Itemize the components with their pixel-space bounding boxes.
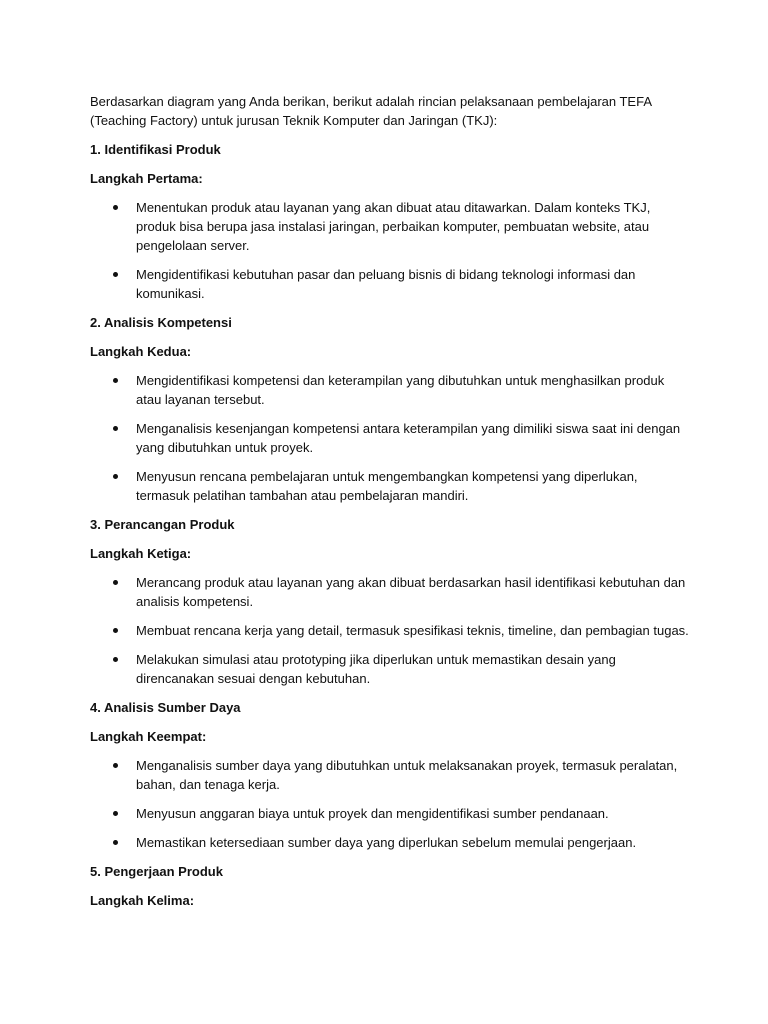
list-item-text: Menganalisis kesenjangan kompetensi antara keterampilan yang dimiliki siswa saat ini dengan yang dibutuhkan untuk proyek.	[136, 421, 681, 455]
section-heading: 2. Analisis Kompetensi	[90, 315, 232, 330]
list-item	[90, 621, 690, 640]
list-item-text: Mengidentifikasi kebutuhan pasar dan peluang bisnis di bidang teknologi informasi dan komunikasi.	[136, 267, 636, 301]
list-item-text: Menyusun rencana pembelajaran untuk mengembangkan kompetensi yang diperlukan, termasuk pelatihan tambahan atau pembelajaran mandiri.	[136, 469, 638, 503]
bullet-icon	[113, 763, 118, 768]
bullet-list	[90, 371, 690, 505]
step-label: Langkah Pertama:	[90, 171, 203, 186]
bullet-icon	[113, 378, 118, 383]
section-heading: 3. Perancangan Produk	[90, 517, 235, 532]
bullet-icon	[113, 840, 118, 845]
bullet-list	[90, 573, 690, 688]
section-heading: 1. Identifikasi Produk	[90, 142, 221, 157]
bullet-icon	[113, 657, 118, 662]
step-label: Langkah Kelima:	[90, 893, 195, 908]
section	[90, 698, 690, 852]
list-item	[90, 756, 690, 794]
list-item-text: Menentukan produk atau layanan yang akan dibuat atau ditawarkan. Dalam konteks TKJ, produk bisa berupa jasa instalasi jaringan, perbaikan komputer, pembuatan website, atau pengelolaan server.	[136, 200, 651, 253]
list-item-text: Membuat rencana kerja yang detail, termasuk spesifikasi teknis, timeline, dan pembagian tugas.	[136, 623, 689, 638]
bullet-icon	[113, 811, 118, 816]
list-item-text: Menganalisis sumber daya yang dibutuhkan untuk melaksanakan proyek, termasuk peralatan, bahan, dan tenaga kerja.	[136, 758, 678, 792]
sections-container	[90, 140, 690, 910]
bullet-icon	[113, 426, 118, 431]
bullet-icon	[113, 272, 118, 277]
list-item	[90, 371, 690, 409]
bullet-icon	[113, 474, 118, 479]
bullet-list	[90, 198, 690, 303]
section-heading: 5. Pengerjaan Produk	[90, 864, 223, 879]
list-item-text: Menyusun anggaran biaya untuk proyek dan mengidentifikasi sumber pendanaan.	[136, 806, 609, 821]
list-item	[90, 198, 690, 255]
list-item	[90, 650, 690, 688]
bullet-list	[90, 756, 690, 852]
list-item	[90, 804, 690, 823]
list-item-text: Memastikan ketersediaan sumber daya yang diperlukan sebelum memulai pengerjaan.	[136, 835, 637, 850]
list-item	[90, 833, 690, 852]
list-item-text: Mengidentifikasi kompetensi dan keterampilan yang dibutuhkan untuk menghasilkan produk atau layanan tersebut.	[136, 373, 665, 407]
list-item	[90, 265, 690, 303]
section	[90, 313, 690, 505]
step-label: Langkah Keempat:	[90, 729, 207, 744]
list-item	[90, 419, 690, 457]
list-item-text: Merancang produk atau layanan yang akan dibuat berdasarkan hasil identifikasi kebutuhan dan analisis kompetensi.	[136, 575, 686, 609]
section	[90, 140, 690, 303]
list-item	[90, 573, 690, 611]
document-page	[90, 92, 690, 920]
list-item-text: Melakukan simulasi atau prototyping jika diperlukan untuk memastikan desain yang direncanakan sesuai dengan kebutuhan.	[136, 652, 616, 686]
bullet-icon	[113, 580, 118, 585]
intro-paragraph: Berdasarkan diagram yang Anda berikan, berikut adalah rincian pelaksanaan pembelajaran TEFA (Teaching Factory) untuk jurusan Teknik Komputer dan Jaringan (TKJ):	[90, 94, 652, 128]
step-label: Langkah Ketiga:	[90, 546, 192, 561]
section	[90, 515, 690, 688]
section-heading: 4. Analisis Sumber Daya	[90, 700, 241, 715]
bullet-icon	[113, 205, 118, 210]
bullet-icon	[113, 628, 118, 633]
list-item	[90, 467, 690, 505]
section	[90, 862, 690, 910]
step-label: Langkah Kedua:	[90, 344, 192, 359]
